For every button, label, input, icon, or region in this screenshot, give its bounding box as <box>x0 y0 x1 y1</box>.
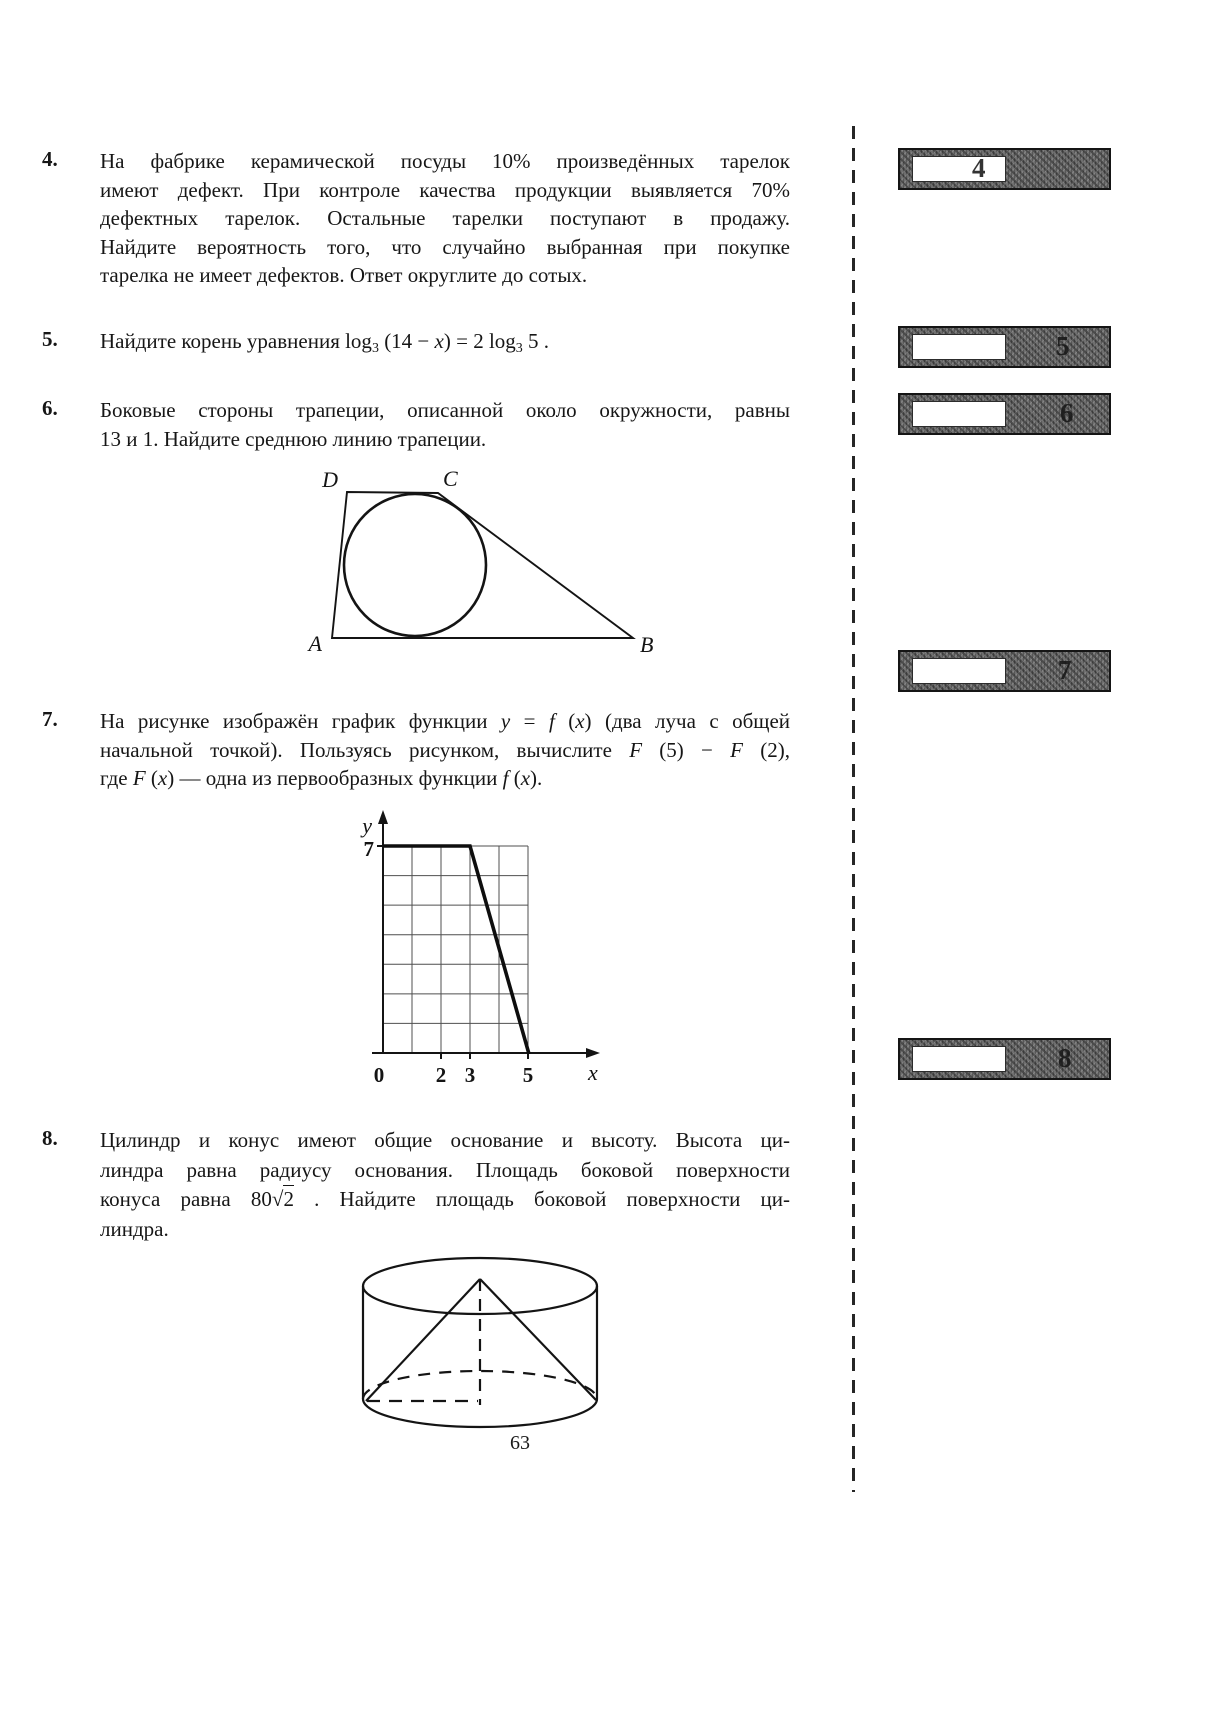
vertex-label-B: B <box>640 632 654 657</box>
problem-8 <box>42 1126 790 1244</box>
problem-4-line: Найдите вероятность того, что случайно выбранная при покупке <box>100 234 790 259</box>
answer-box-4 <box>898 148 1111 190</box>
answer-box-number: 7 <box>1058 655 1072 685</box>
problem-6-line: 13 и 1. Найдите среднюю линию трапеции. <box>100 426 487 451</box>
problem-4-line: имеют дефект. При контроле качества продукции выявляется 70% <box>100 177 790 202</box>
y-axis-label: y <box>362 813 372 838</box>
answer-box-number: 6 <box>1060 398 1074 428</box>
answer-box-number: 4 <box>972 153 986 183</box>
problem-8-line: конуса равна 80√2 . Найдите площадь боковой поверхности ци- <box>100 1187 790 1211</box>
problem-4-line: На фабрике керамической посуды 10% произведённых тарелок <box>100 149 790 173</box>
answer-box-number: 5 <box>1056 331 1070 361</box>
function-rays <box>383 846 529 1054</box>
answer-box-5 <box>898 326 1111 368</box>
grid-lines <box>383 846 528 1053</box>
problem-4-line: дефектных тарелок. Остальные тарелки поступают в продажу. <box>100 206 790 230</box>
inscribed-circle <box>344 494 486 636</box>
x-axis-label: x <box>588 1060 598 1085</box>
problem-8-line: линдра равна радиусу основания. Площадь боковой поверхности <box>100 1157 790 1182</box>
answer-field <box>912 1046 1006 1072</box>
trapezoid-outline <box>332 492 633 638</box>
answer-box-8 <box>898 1038 1111 1080</box>
vertex-label-D: D <box>322 467 338 492</box>
function-graph-figure <box>330 800 620 1095</box>
answer-field <box>912 658 1006 684</box>
problem-7 <box>42 707 791 793</box>
answer-box-number: 8 <box>1058 1043 1072 1073</box>
y-tick-7: 7 <box>363 837 374 861</box>
trapezoid-circle-figure <box>280 430 680 665</box>
problem-8-line: линдра. <box>100 1216 169 1241</box>
cone-left-slant <box>366 1279 480 1401</box>
problem-4-line: тарелка не имеет дефектов. Ответ округлите до сотых. <box>100 263 588 287</box>
problem-4 <box>42 147 790 290</box>
cone-right-slant <box>480 1279 596 1400</box>
answer-box-7 <box>898 650 1111 692</box>
problem-6-line: Боковые стороны трапеции, описанной около окружности, равны <box>100 398 790 422</box>
vertex-label-C: C <box>443 466 458 491</box>
problem-5-line: Найдите корень уравнения $\log_3 (14 - x) = 2$ $\log_3 5$ . <box>100 329 550 356</box>
x-tick-2: 2 <box>435 1063 447 1087</box>
problem-8-number: 8. <box>42 1126 58 1150</box>
x-tick-0: 0 <box>373 1063 385 1087</box>
problem-7-number: 7. <box>42 707 58 731</box>
problem-7-line: На рисунке изображён график функции y = f (x) (два луча с общей <box>100 709 791 733</box>
answer-field <box>912 334 1006 360</box>
problem-5-number: 5. <box>42 327 58 351</box>
problem-7-line: где F (x) — одна из первообразных функции f (x). <box>100 766 543 790</box>
x-axis-arrow <box>586 1048 600 1058</box>
problem-6-number: 6. <box>42 396 58 420</box>
answer-box-6 <box>898 393 1111 435</box>
problem-4-number: 4. <box>42 147 58 171</box>
answer-field <box>912 156 1006 182</box>
axes <box>372 818 592 1059</box>
problem-8-line: Цилиндр и конус имеют общие основание и высоту. Высота ци- <box>100 1128 790 1152</box>
x-tick-5: 5 <box>522 1063 534 1087</box>
vertex-label-A: A <box>308 631 322 656</box>
problem-5 <box>42 327 790 364</box>
cylinder-cone-figure <box>330 1235 630 1435</box>
dashed-separator-line <box>852 126 855 1492</box>
problem-7-line: начальной точкой). Пользуясь рисунком, вычислите F (5) − F (2), <box>100 737 790 762</box>
y-axis-arrow <box>378 810 388 824</box>
page-number: 63 <box>510 1432 530 1454</box>
answer-field <box>912 401 1006 427</box>
x-tick-3: 3 <box>464 1063 476 1087</box>
